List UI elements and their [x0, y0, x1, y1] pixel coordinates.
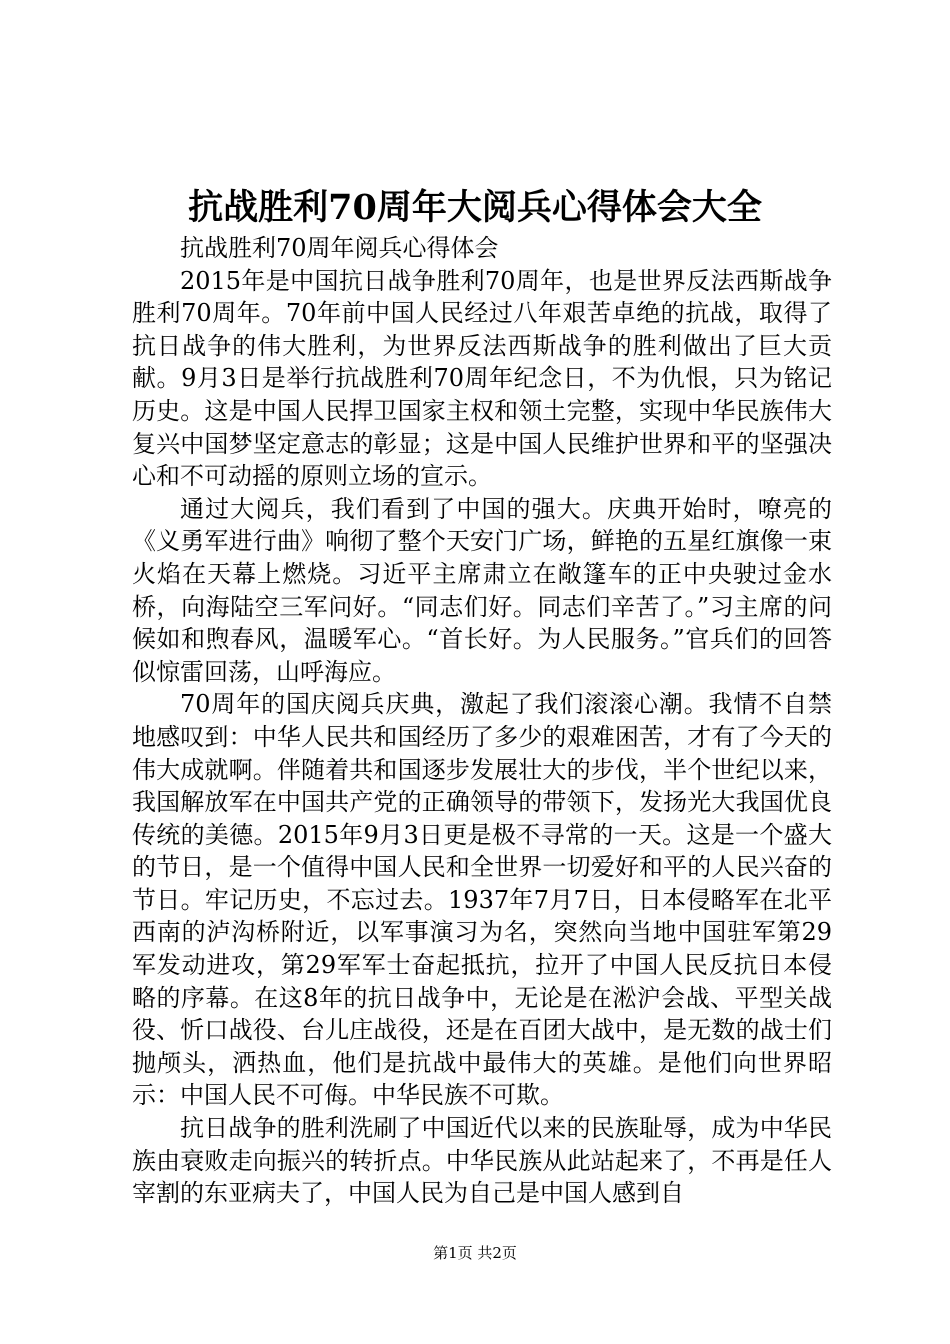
paragraph: 通过大阅兵，我们看到了中国的强大。庆典开始时，嘹亮的《义勇军进行曲》响彻了整个天安门广场，鲜艳的五星红旗像一束火焰在天幕上燃烧。习近平主席肃立在敞篷车的正中央驶过金水桥，向海陆空三军问好。“同志们好。同志们辛苦了。”习主席的问候如和煦春风，温暖军心。“首长好。为人民服务。”官兵们的回答似惊雷回荡，山呼海应。: [132, 494, 832, 686]
page-title: 抗战胜利70周年大阅兵心得体会大全: [188, 187, 762, 228]
document-subtitle: 抗战胜利70周年阅兵心得体会: [180, 234, 499, 262]
document-body: [132, 232, 832, 1210]
paragraph: 2015年是中国抗日战争胜利70周年，也是世界反法西斯战争胜利70周年。70年前中国人民经过八年艰苦卓绝的抗战，取得了抗日战争的伟大胜利，为世界反法西斯战争的胜利做出了巨大贡献。9月3日是举行抗战胜利70周年纪念日，不为仇恨，只为铭记历史。这是中国人民捍卫国家主权和领土完整，实现中华民族伟大复兴中国梦坚定意志的彰显；这是中国人民维护世界和平的坚强决心和不可动摇的原则立场的宣示。: [132, 266, 832, 491]
paragraph: 70周年的国庆阅兵庆典，激起了我们滚滚心潮。我情不自禁地感叹到：中华人民共和国经历了多少的艰难困苦，才有了今天的伟大成就啊。伴随着共和国逐步发展壮大的步伐，半个世纪以来，我国解放军在中国共产党的正确领导的带领下，发扬光大我国优良传统的美德。2015年9月3日更是极不寻常的一天。这是一个盛大的节日，是一个值得中国人民和全世界一切爱好和平的人民兴奋的节日。牢记历史，不忘过去。1937年7月7日，日本侵略军在北平西南的泸沟桥附近，以军事演习为名，突然向当地中国驻军第29军发动进攻，第29军军士奋起抵抗，拉开了中国人民反抗日本侵略的序幕。在这8年的抗日战争中，无论是在淞沪会战、平型关战役、忻口战役、台儿庄战役，还是在百团大战中，是无数的战士们抛颅头，洒热血，他们是抗战中最伟大的英雄。是他们向世界昭示：中国人民不可侮。中华民族不可欺。: [132, 690, 832, 1110]
page-number-footer: 第1页 共2页: [433, 1244, 517, 1262]
paragraph: 抗日战争的胜利洗刷了中国近代以来的民族耻辱，成为中华民族由衰败走向振兴的转折点。中华民族从此站起来了，不再是任人宰割的东亚病夫了，中国人民为自己是中国人感到自: [132, 1114, 832, 1208]
